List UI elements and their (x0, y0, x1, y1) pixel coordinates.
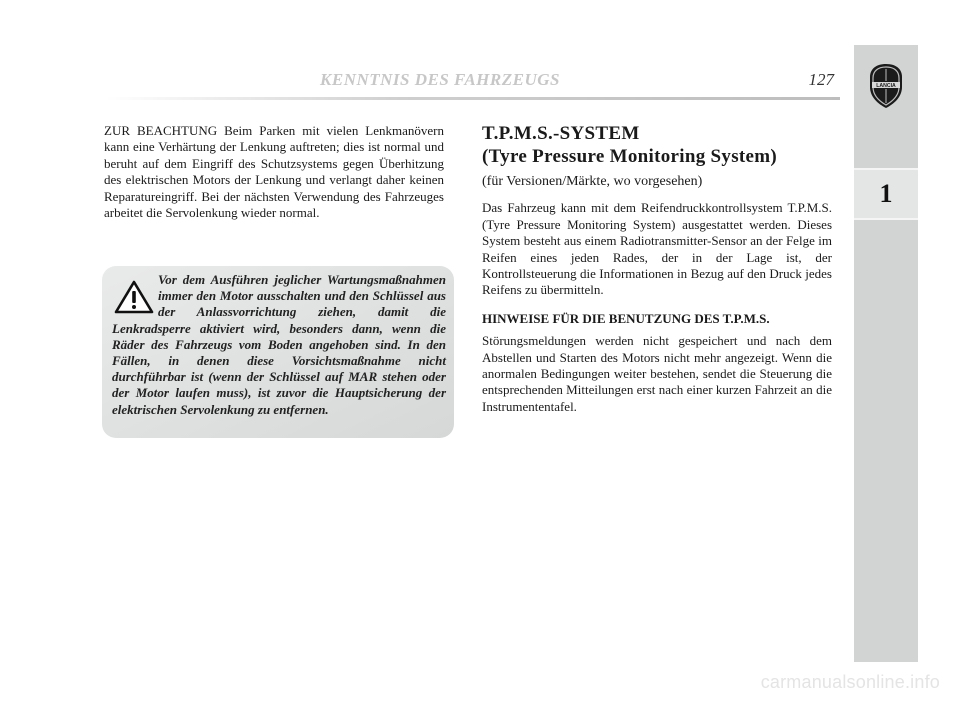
lancia-shield-icon (868, 63, 904, 109)
intro-paragraph: Das Fahrzeug kann mit dem Reifendruckkontrollsystem T.P.M.S. (Tyre Pressure Monitoring System) ausgestattet werden. Dieses System besteht aus einem Radiotransmitter-Sensor an der Felge im Reifen eines jeden Rades, der in der Lage ist, der Kontrollsteuerung die Informationen in Bezug auf den Druck jedes Reifens zu übermitteln. (482, 200, 832, 298)
chapter-tab: 1 (854, 168, 918, 220)
section-subtitle: (für Versionen/Märkte, wo vorgesehen) (482, 174, 703, 189)
section-title-line2: (Tyre Pressure Monitoring System) (482, 146, 778, 167)
warning-text-container (112, 272, 446, 418)
logo-text: LANCIA (876, 83, 896, 89)
chapter-sidebar (854, 45, 918, 662)
section-title-line1: T.P.M.S.-SYSTEM (482, 123, 640, 144)
left-column (104, 123, 444, 221)
logo-area (854, 45, 918, 131)
note-paragraph: ZUR BEACHTUNG Beim Parken mit vielen Lenkmanövern kann eine Verhärtung der Lenkung auftreten; dies ist normal und beruht auf dem Eingriff des Schutzsystems gegen Überhitzung des elektrischen Motors der Lenkung und verlangt daher keinen Reparatureingriff. Bei der nächsten Verwendung des Fahrzeuges arbeitet die Servolenkung wieder normal. (104, 123, 444, 221)
header-title: KENNTNIS DES FAHRZEUGS (320, 70, 560, 89)
hints-subheading: HINWEISE FÜR DIE BENUTZUNG DES T.P.M.S. (482, 310, 770, 326)
warning-box (102, 266, 454, 438)
hints-paragraph: Störungsmeldungen werden nicht gespeichert und nach dem Abstellen und Starten des Motors nicht mehr angezeigt. Wenn die anormalen Bedingungen weiter bestehen, sendet die Steuerung die entsprechenden Mitteilungen erst nach einer kurzen Fahrzeit an die Instrumententafel. (482, 333, 832, 414)
watermark: carmanualsonline.info (760, 672, 940, 692)
page-number: 127 (808, 70, 834, 89)
warning-text: Vor dem Ausführen jeglicher Wartungsmaßnahmen immer den Motor ausschalten und den Schlüssel aus der Anlassvorrichtung ziehen, damit die Lenkradsperre aktiviert wird, besonders dann, wenn die Räder des Fahrzeugs vom Boden angehoben sind. In den Fällen, in denen diese Vorsichtsmaßnahme nicht durchführbar ist (wenn der Schlüssel auf MAR stehen oder der Motor laufen muss), ist zuvor die Hauptsicherung der elektrischen Servolenkung zu entfernen. (112, 272, 446, 417)
right-column (482, 122, 832, 415)
header-divider (106, 97, 840, 100)
section-title (482, 122, 832, 168)
